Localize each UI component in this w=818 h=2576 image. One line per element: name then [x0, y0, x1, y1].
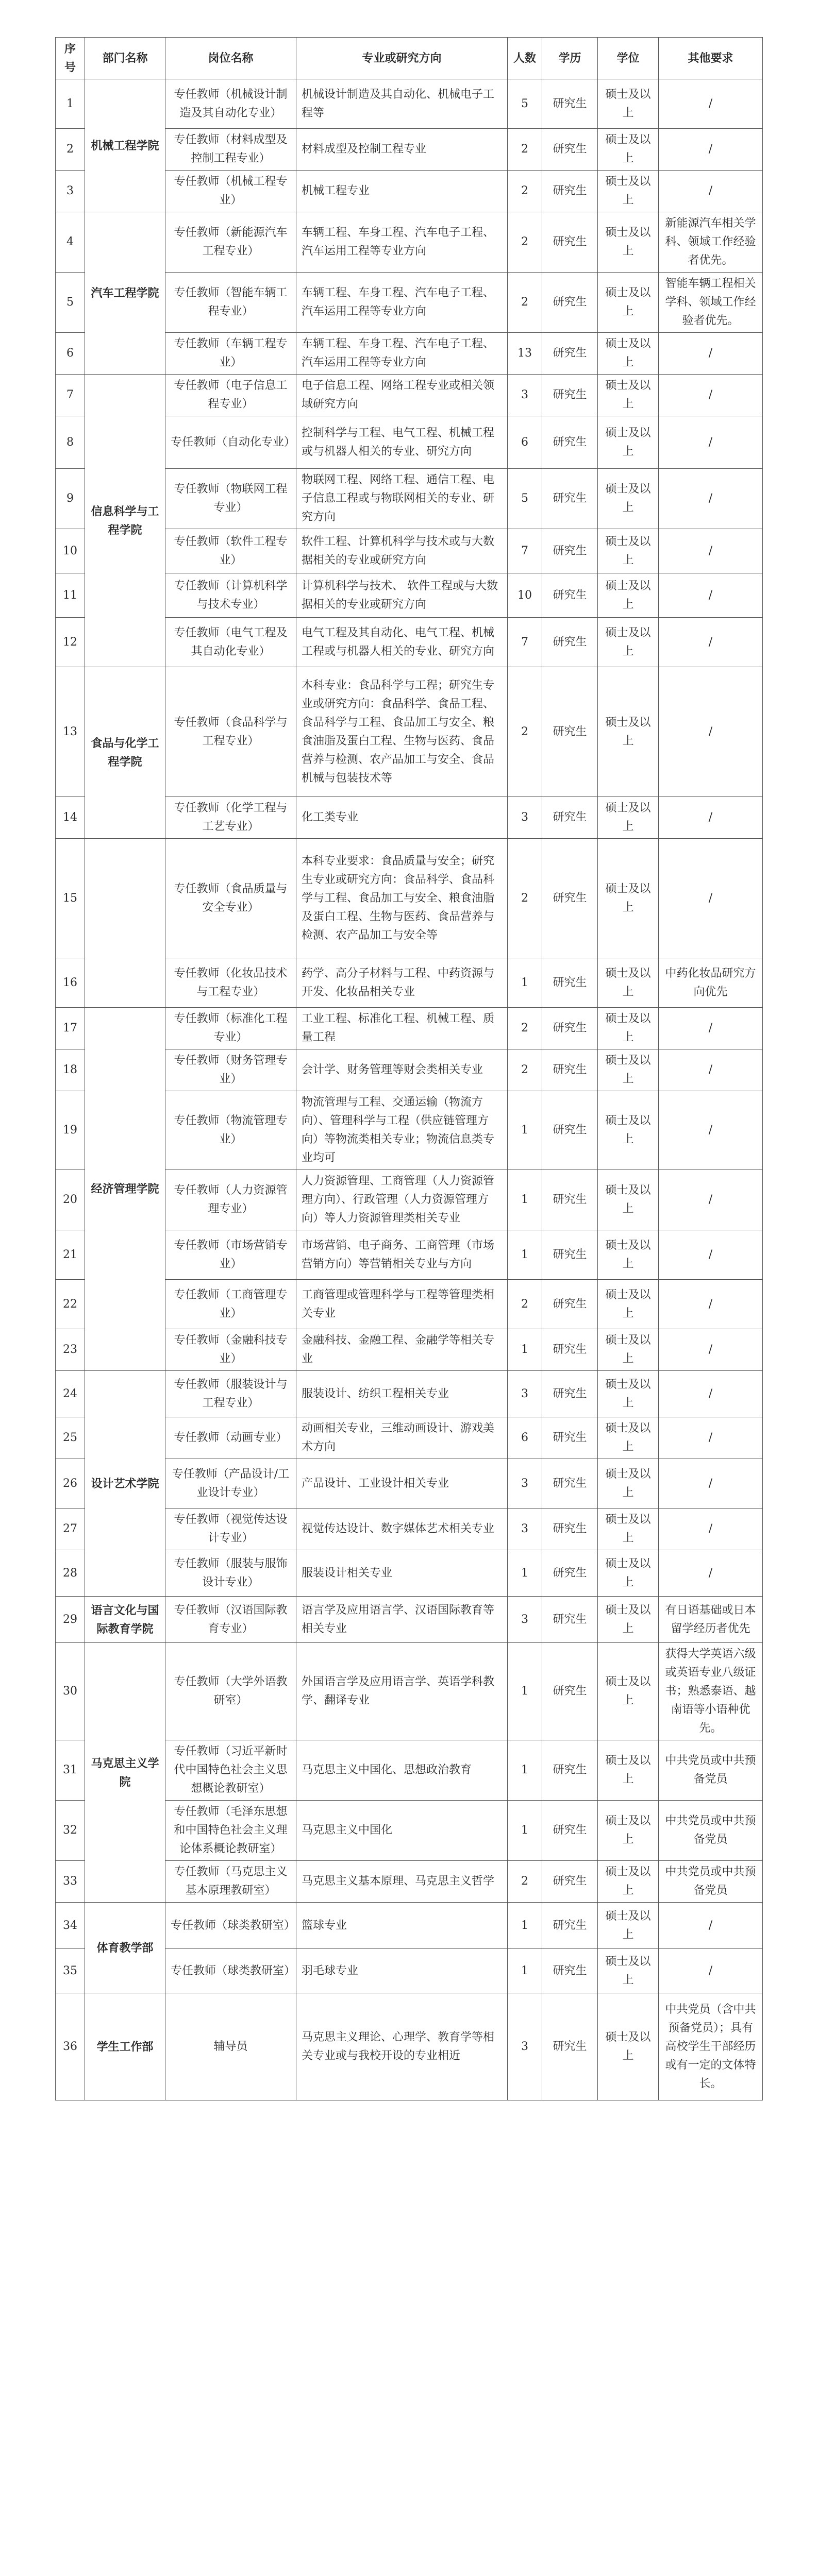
cell-index: 27 [56, 1509, 85, 1550]
cell-degree: 硕士及以上 [598, 1597, 659, 1643]
cell-other: / [659, 79, 763, 129]
cell-department: 食品与化学工程学院 [85, 667, 165, 839]
cell-count: 3 [508, 1459, 542, 1509]
cell-index: 23 [56, 1329, 85, 1371]
cell-count: 1 [508, 1170, 542, 1230]
cell-count: 1 [508, 1949, 542, 1993]
cell-position: 专任教师（智能车辆工程专业） [165, 273, 296, 333]
cell-major: 材料成型及控制工程专业 [296, 129, 508, 171]
cell-index: 5 [56, 273, 85, 333]
cell-index: 18 [56, 1049, 85, 1091]
cell-degree: 硕士及以上 [598, 958, 659, 1008]
cell-index: 22 [56, 1280, 85, 1329]
cell-degree: 硕士及以上 [598, 79, 659, 129]
cell-major: 电子信息工程、网络工程专业或相关领域研究方向 [296, 375, 508, 416]
cell-education: 研究生 [542, 1597, 598, 1643]
cell-major: 本科专业：食品科学与工程；研究生专业或研究方向：食品科学、食品工程、食品科学与工程、食品加工与安全、粮食油脂及蛋白工程、生物与医药、食品营养与检测、农产品加工与安全、食品机械与包装技术等 [296, 667, 508, 797]
cell-major: 服装设计、纺织工程相关专业 [296, 1371, 508, 1417]
cell-education: 研究生 [542, 469, 598, 529]
cell-major: 马克思主义基本原理、马克思主义哲学 [296, 1861, 508, 1903]
cell-education: 研究生 [542, 1861, 598, 1903]
cell-index: 16 [56, 958, 85, 1008]
cell-count: 2 [508, 212, 542, 273]
cell-major: 计算机科学与技术、 软件工程或与大数据相关的专业或研究方向 [296, 573, 508, 618]
cell-major: 软件工程、计算机科学与技术或与大数据相关的专业或研究方向 [296, 529, 508, 573]
cell-position: 专任教师（产品设计/工业设计专业） [165, 1459, 296, 1509]
cell-position: 专任教师（财务管理专业） [165, 1049, 296, 1091]
table-row [56, 79, 763, 129]
table-row [56, 375, 763, 416]
cell-major: 车辆工程、车身工程、汽车电子工程、汽车运用工程等专业方向 [296, 333, 508, 375]
cell-education: 研究生 [542, 333, 598, 375]
cell-count: 1 [508, 1801, 542, 1861]
cell-education: 研究生 [542, 618, 598, 667]
cell-other: / [659, 529, 763, 573]
cell-position: 专任教师（电气工程及其自动化专业） [165, 618, 296, 667]
cell-education: 研究生 [542, 529, 598, 573]
cell-other: 中共党员或中共预备党员 [659, 1740, 763, 1801]
cell-major: 服装设计相关专业 [296, 1550, 508, 1597]
table-row [56, 1903, 763, 1949]
cell-education: 研究生 [542, 273, 598, 333]
cell-major: 工业工程、标准化工程、机械工程、质量工程 [296, 1008, 508, 1049]
cell-education: 研究生 [542, 129, 598, 171]
header-other: 其他要求 [659, 38, 763, 79]
cell-position: 专任教师（物联网工程专业） [165, 469, 296, 529]
table-header-row [56, 38, 763, 79]
cell-major: 人力资源管理、工商管理（人力资源管理方向）、行政管理（人力资源管理方向）等人力资源管理类相关专业 [296, 1170, 508, 1230]
cell-count: 3 [508, 375, 542, 416]
cell-education: 研究生 [542, 667, 598, 797]
cell-index: 13 [56, 667, 85, 797]
cell-position: 专任教师（服装与服饰设计专业） [165, 1550, 296, 1597]
cell-department: 设计艺术学院 [85, 1371, 165, 1597]
cell-other: 获得大学英语六级或英语专业八级证书；熟悉泰语、越南语等小语种优先。 [659, 1643, 763, 1740]
cell-position: 专任教师（马克思主义基本原理教研室） [165, 1861, 296, 1903]
cell-index: 21 [56, 1230, 85, 1280]
cell-department: 机械工程学院 [85, 79, 165, 212]
cell-count: 5 [508, 79, 542, 129]
cell-position: 专任教师（金融科技专业） [165, 1329, 296, 1371]
cell-major: 物联网工程、网络工程、通信工程、电子信息工程或与物联网相关的专业、研究方向 [296, 469, 508, 529]
cell-major: 电气工程及其自动化、电气工程、机械工程或与机器人相关的专业、研究方向 [296, 618, 508, 667]
cell-degree: 硕士及以上 [598, 171, 659, 212]
header-position: 岗位名称 [165, 38, 296, 79]
cell-degree: 硕士及以上 [598, 1170, 659, 1230]
cell-other: / [659, 333, 763, 375]
cell-other: / [659, 1903, 763, 1949]
cell-education: 研究生 [542, 1329, 598, 1371]
cell-count: 2 [508, 129, 542, 171]
cell-education: 研究生 [542, 1949, 598, 1993]
cell-count: 3 [508, 1597, 542, 1643]
cell-position: 专任教师（球类教研室） [165, 1949, 296, 1993]
cell-position: 专任教师（大学外语教研室） [165, 1643, 296, 1740]
cell-position: 专任教师（自动化专业） [165, 416, 296, 469]
cell-other: / [659, 1170, 763, 1230]
cell-other: / [659, 1371, 763, 1417]
cell-count: 3 [508, 1509, 542, 1550]
cell-degree: 硕士及以上 [598, 1091, 659, 1170]
cell-index: 20 [56, 1170, 85, 1230]
table-row [56, 839, 763, 958]
cell-degree: 硕士及以上 [598, 129, 659, 171]
header-major: 专业或研究方向 [296, 38, 508, 79]
cell-degree: 硕士及以上 [598, 529, 659, 573]
cell-degree: 硕士及以上 [598, 1861, 659, 1903]
cell-position: 专任教师（人力资源管理专业） [165, 1170, 296, 1230]
cell-count: 5 [508, 469, 542, 529]
cell-count: 7 [508, 618, 542, 667]
cell-position: 专任教师（车辆工程专业） [165, 333, 296, 375]
cell-index: 30 [56, 1643, 85, 1740]
cell-count: 2 [508, 839, 542, 958]
cell-degree: 硕士及以上 [598, 1949, 659, 1993]
cell-degree: 硕士及以上 [598, 1371, 659, 1417]
cell-department: 马克思主义学院 [85, 1643, 165, 1903]
cell-major: 药学、高分子材料与工程、中药资源与开发、化妆品相关专业 [296, 958, 508, 1008]
cell-other: / [659, 375, 763, 416]
cell-degree: 硕士及以上 [598, 1740, 659, 1801]
cell-degree: 硕士及以上 [598, 333, 659, 375]
cell-education: 研究生 [542, 1993, 598, 2100]
cell-degree: 硕士及以上 [598, 1459, 659, 1509]
cell-other: / [659, 618, 763, 667]
cell-degree: 硕士及以上 [598, 469, 659, 529]
cell-index: 12 [56, 618, 85, 667]
cell-count: 1 [508, 1230, 542, 1280]
cell-index: 9 [56, 469, 85, 529]
cell-department [85, 839, 165, 1008]
cell-degree: 硕士及以上 [598, 667, 659, 797]
cell-position: 专任教师（汉语国际教育专业） [165, 1597, 296, 1643]
cell-count: 2 [508, 1008, 542, 1049]
cell-major: 马克思主义理论、心理学、教育学等相关专业或与我校开设的专业相近 [296, 1993, 508, 2100]
table-row [56, 667, 763, 797]
cell-count: 7 [508, 529, 542, 573]
cell-education: 研究生 [542, 1170, 598, 1230]
table-row [56, 212, 763, 273]
table-body [56, 79, 763, 2100]
cell-count: 3 [508, 797, 542, 839]
cell-position: 专任教师（服装设计与工程专业） [165, 1371, 296, 1417]
table-row [56, 1643, 763, 1740]
cell-index: 24 [56, 1371, 85, 1417]
cell-position: 专任教师（软件工程专业） [165, 529, 296, 573]
cell-index: 7 [56, 375, 85, 416]
cell-other: / [659, 1417, 763, 1459]
cell-index: 17 [56, 1008, 85, 1049]
cell-education: 研究生 [542, 416, 598, 469]
cell-education: 研究生 [542, 839, 598, 958]
cell-position: 专任教师（机械工程专业） [165, 171, 296, 212]
cell-major: 化工类专业 [296, 797, 508, 839]
cell-major: 物流管理与工程、交通运输（物流方向）、管理科学与工程（供应链管理方向）等物流类相关专业；物流信息类专业均可 [296, 1091, 508, 1170]
cell-other: / [659, 573, 763, 618]
cell-index: 35 [56, 1949, 85, 1993]
table-row [56, 1993, 763, 2100]
cell-department: 语言文化与国际教育学院 [85, 1597, 165, 1643]
cell-position: 专任教师（机械设计制造及其自动化专业） [165, 79, 296, 129]
cell-education: 研究生 [542, 958, 598, 1008]
cell-education: 研究生 [542, 1459, 598, 1509]
cell-other: / [659, 469, 763, 529]
cell-major: 语言学及应用语言学、汉语国际教育等相关专业 [296, 1597, 508, 1643]
cell-other: / [659, 1091, 763, 1170]
cell-education: 研究生 [542, 1550, 598, 1597]
header-education: 学历 [542, 38, 598, 79]
cell-other: 中共党员（含中共预备党员）；具有高校学生干部经历或有一定的文体特长。 [659, 1993, 763, 2100]
cell-degree: 硕士及以上 [598, 1550, 659, 1597]
cell-major: 动画相关专业，三维动画设计、游戏美术方向 [296, 1417, 508, 1459]
cell-major: 羽毛球专业 [296, 1949, 508, 1993]
cell-degree: 硕士及以上 [598, 1993, 659, 2100]
cell-position: 专任教师（新能源汽车工程专业） [165, 212, 296, 273]
cell-other: / [659, 1008, 763, 1049]
cell-other: / [659, 129, 763, 171]
cell-major: 金融科技、金融工程、金融学等相关专业 [296, 1329, 508, 1371]
cell-count: 1 [508, 1643, 542, 1740]
cell-count: 1 [508, 1329, 542, 1371]
cell-degree: 硕士及以上 [598, 1509, 659, 1550]
cell-major: 市场营销、电子商务、工商管理（市场营销方向）等营销相关专业与方向 [296, 1230, 508, 1280]
cell-index: 3 [56, 171, 85, 212]
cell-count: 2 [508, 1049, 542, 1091]
cell-education: 研究生 [542, 1903, 598, 1949]
cell-other: / [659, 1280, 763, 1329]
cell-index: 36 [56, 1993, 85, 2100]
table-row [56, 1008, 763, 1049]
cell-degree: 硕士及以上 [598, 1008, 659, 1049]
cell-index: 1 [56, 79, 85, 129]
cell-degree: 硕士及以上 [598, 375, 659, 416]
cell-index: 19 [56, 1091, 85, 1170]
cell-education: 研究生 [542, 573, 598, 618]
cell-position: 专任教师（食品质量与安全专业） [165, 839, 296, 958]
cell-education: 研究生 [542, 1643, 598, 1740]
cell-count: 1 [508, 1550, 542, 1597]
cell-major: 本科专业要求：食品质量与安全；研究生专业或研究方向：食品科学、食品科学与工程、食品加工与安全、粮食油脂及蛋白工程、生物与医药、食品营养与检测、农产品加工与安全等 [296, 839, 508, 958]
cell-degree: 硕士及以上 [598, 618, 659, 667]
cell-major: 车辆工程、车身工程、汽车电子工程、汽车运用工程等专业方向 [296, 273, 508, 333]
cell-index: 29 [56, 1597, 85, 1643]
cell-index: 25 [56, 1417, 85, 1459]
cell-position: 专任教师（工商管理专业） [165, 1280, 296, 1329]
cell-position: 专任教师（毛泽东思想和中国特色社会主义理论体系概论教研室） [165, 1801, 296, 1861]
cell-index: 8 [56, 416, 85, 469]
cell-other: 有日语基础或日本留学经历者优先 [659, 1597, 763, 1643]
cell-count: 6 [508, 416, 542, 469]
cell-other: / [659, 171, 763, 212]
cell-position: 专任教师（习近平新时代中国特色社会主义思想概论教研室） [165, 1740, 296, 1801]
cell-degree: 硕士及以上 [598, 1801, 659, 1861]
cell-position: 专任教师（电子信息工程专业） [165, 375, 296, 416]
cell-major: 会计学、财务管理等财会类相关专业 [296, 1049, 508, 1091]
cell-degree: 硕士及以上 [598, 1280, 659, 1329]
cell-position: 专任教师（视觉传达设计专业） [165, 1509, 296, 1550]
cell-count: 1 [508, 958, 542, 1008]
cell-index: 14 [56, 797, 85, 839]
cell-position: 专任教师（球类教研室） [165, 1903, 296, 1949]
cell-other: 中药化妆品研究方向优先 [659, 958, 763, 1008]
cell-index: 34 [56, 1903, 85, 1949]
cell-degree: 硕士及以上 [598, 1049, 659, 1091]
cell-education: 研究生 [542, 1230, 598, 1280]
cell-major: 视觉传达设计、数字媒体艺术相关专业 [296, 1509, 508, 1550]
cell-index: 2 [56, 129, 85, 171]
cell-education: 研究生 [542, 79, 598, 129]
cell-count: 1 [508, 1740, 542, 1801]
cell-position: 专任教师（材料成型及控制工程专业） [165, 129, 296, 171]
header-index: 序号 [56, 38, 85, 79]
cell-major: 机械设计制造及其自动化、机械电子工程等 [296, 79, 508, 129]
cell-other: 新能源汽车相关学科、领域工作经验者优先。 [659, 212, 763, 273]
cell-education: 研究生 [542, 1280, 598, 1329]
recruitment-table [55, 37, 763, 2100]
cell-other: / [659, 667, 763, 797]
cell-index: 10 [56, 529, 85, 573]
cell-education: 研究生 [542, 171, 598, 212]
cell-count: 2 [508, 1280, 542, 1329]
cell-position: 专任教师（化学工程与工艺专业） [165, 797, 296, 839]
cell-index: 28 [56, 1550, 85, 1597]
cell-degree: 硕士及以上 [598, 1417, 659, 1459]
cell-education: 研究生 [542, 1801, 598, 1861]
cell-index: 15 [56, 839, 85, 958]
cell-count: 10 [508, 573, 542, 618]
cell-other: / [659, 1509, 763, 1550]
cell-degree: 硕士及以上 [598, 273, 659, 333]
cell-position: 专任教师（动画专业） [165, 1417, 296, 1459]
cell-education: 研究生 [542, 1740, 598, 1801]
cell-major: 机械工程专业 [296, 171, 508, 212]
cell-other: / [659, 1329, 763, 1371]
cell-degree: 硕士及以上 [598, 1643, 659, 1740]
cell-position: 专任教师（物流管理专业） [165, 1091, 296, 1170]
cell-degree: 硕士及以上 [598, 797, 659, 839]
cell-position: 专任教师（计算机科学与技术专业） [165, 573, 296, 618]
cell-major: 工商管理或管理科学与工程等管理类相关专业 [296, 1280, 508, 1329]
table-row [56, 1371, 763, 1417]
cell-education: 研究生 [542, 1008, 598, 1049]
cell-degree: 硕士及以上 [598, 573, 659, 618]
cell-position: 辅导员 [165, 1993, 296, 2100]
cell-major: 篮球专业 [296, 1903, 508, 1949]
cell-degree: 硕士及以上 [598, 839, 659, 958]
header-count: 人数 [508, 38, 542, 79]
cell-education: 研究生 [542, 1049, 598, 1091]
cell-education: 研究生 [542, 1371, 598, 1417]
header-department: 部门名称 [85, 38, 165, 79]
cell-other: / [659, 839, 763, 958]
cell-department: 汽车工程学院 [85, 212, 165, 375]
cell-other: / [659, 416, 763, 469]
cell-degree: 硕士及以上 [598, 1903, 659, 1949]
cell-department: 经济管理学院 [85, 1008, 165, 1371]
cell-education: 研究生 [542, 797, 598, 839]
cell-other: / [659, 1459, 763, 1509]
cell-count: 2 [508, 1861, 542, 1903]
cell-major: 马克思主义中国化 [296, 1801, 508, 1861]
cell-position: 专任教师（标准化工程专业） [165, 1008, 296, 1049]
header-degree: 学位 [598, 38, 659, 79]
cell-degree: 硕士及以上 [598, 416, 659, 469]
cell-major: 马克思主义中国化、思想政治教育 [296, 1740, 508, 1801]
cell-other: 中共党员或中共预备党员 [659, 1801, 763, 1861]
cell-department: 体育教学部 [85, 1903, 165, 1993]
cell-degree: 硕士及以上 [598, 1230, 659, 1280]
cell-education: 研究生 [542, 1091, 598, 1170]
cell-major: 控制科学与工程、电气工程、机械工程或与机器人相关的专业、研究方向 [296, 416, 508, 469]
cell-other: / [659, 1949, 763, 1993]
cell-index: 33 [56, 1861, 85, 1903]
cell-index: 26 [56, 1459, 85, 1509]
table-row [56, 1597, 763, 1643]
cell-position: 专任教师（市场营销专业） [165, 1230, 296, 1280]
cell-other: / [659, 1230, 763, 1280]
cell-index: 32 [56, 1801, 85, 1861]
cell-other: 中共党员或中共预备党员 [659, 1861, 763, 1903]
cell-position: 专任教师（化妆品技术与工程专业） [165, 958, 296, 1008]
cell-index: 4 [56, 212, 85, 273]
cell-education: 研究生 [542, 212, 598, 273]
cell-count: 3 [508, 1371, 542, 1417]
cell-count: 2 [508, 667, 542, 797]
cell-position: 专任教师（食品科学与工程专业） [165, 667, 296, 797]
cell-index: 6 [56, 333, 85, 375]
cell-major: 外国语言学及应用语言学、英语学科教学、翻译专业 [296, 1643, 508, 1740]
cell-count: 2 [508, 171, 542, 212]
cell-education: 研究生 [542, 375, 598, 416]
cell-education: 研究生 [542, 1417, 598, 1459]
cell-other: 智能车辆工程相关学科、领域工作经验者优先。 [659, 273, 763, 333]
cell-degree: 硕士及以上 [598, 212, 659, 273]
cell-other: / [659, 797, 763, 839]
cell-count: 3 [508, 1993, 542, 2100]
cell-index: 31 [56, 1740, 85, 1801]
cell-major: 车辆工程、车身工程、汽车电子工程、汽车运用工程等专业方向 [296, 212, 508, 273]
cell-education: 研究生 [542, 1509, 598, 1550]
cell-department: 学生工作部 [85, 1993, 165, 2100]
cell-count: 2 [508, 273, 542, 333]
cell-degree: 硕士及以上 [598, 1329, 659, 1371]
cell-other: / [659, 1049, 763, 1091]
cell-count: 1 [508, 1903, 542, 1949]
cell-count: 6 [508, 1417, 542, 1459]
cell-count: 13 [508, 333, 542, 375]
cell-department: 信息科学与工程学院 [85, 375, 165, 667]
cell-count: 1 [508, 1091, 542, 1170]
cell-index: 11 [56, 573, 85, 618]
cell-other: / [659, 1550, 763, 1597]
cell-major: 产品设计、工业设计相关专业 [296, 1459, 508, 1509]
